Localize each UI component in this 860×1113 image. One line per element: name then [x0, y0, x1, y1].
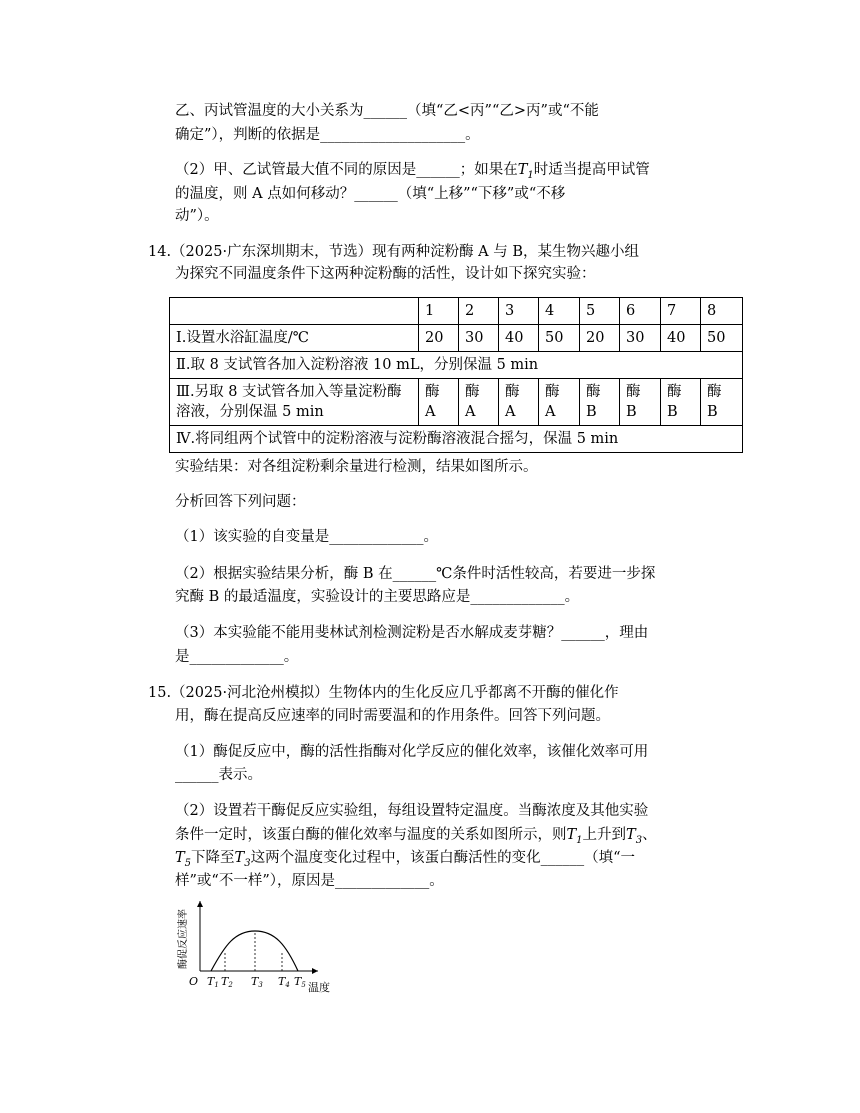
- table-cell: 酶 A: [539, 379, 580, 426]
- x-tick-label-T1: T1: [207, 975, 219, 989]
- table-row-temperature: [170, 325, 743, 352]
- table-cell: 40: [661, 325, 701, 352]
- table-cell: 30: [459, 325, 499, 352]
- table-header-row: [170, 298, 743, 325]
- q14-sub3-line1: （3）本实验能不能用斐林试剂检测淀粉是否水解成麦芽糖？______，理由: [175, 625, 649, 641]
- q15-sub2-line2: 条件一定时，该蛋白酶的催化效率与温度的关系如图所示，则$T_1$上升到$T_3$、: [175, 827, 657, 846]
- q15-sub1-line1: （1）酶促反应中，酶的活性指酶对化学反应的催化效率，该催化效率可用: [175, 744, 649, 760]
- q13-line1: 乙、丙试管温度的大小关系为______（填“乙<丙”“乙>丙”或“不能: [175, 103, 599, 119]
- q14-sub2-line2: 究酶 B 的最适温度，实验设计的主要思路应是_____________。: [175, 589, 580, 605]
- table-row-enzyme: [170, 379, 743, 426]
- table-cell: 20: [419, 325, 459, 352]
- table-cell: 7: [661, 298, 701, 325]
- x-tick-label-T4: T4: [278, 975, 290, 989]
- table-cell: 4: [539, 298, 580, 325]
- table-cell: 50: [701, 325, 743, 352]
- origin-label: O: [189, 975, 199, 988]
- table-cell: Ⅳ.将同组两个试管中的淀粉溶液与淀粉酶溶液混合摇匀，保温 5 min: [170, 426, 743, 453]
- table-cell: 30: [620, 325, 661, 352]
- x-tick-label-T5: T5: [294, 975, 306, 989]
- table-cell: 20: [580, 325, 620, 352]
- q14-sub2-line1: （2）根据实验结果分析，酶 B 在______℃条件时活性较高，若要进一步探: [175, 566, 656, 582]
- table-cell: 50: [539, 325, 580, 352]
- q15-sub2-line4: 样”或“不一样”），原因是_____________。: [175, 873, 444, 889]
- q14-sub1: （1）该实验的自变量是_____________。: [175, 529, 438, 545]
- q14-analyze: 分析回答下列问题：: [175, 494, 306, 510]
- q14-sub3-line2: 是_____________。: [175, 649, 299, 665]
- x-tick-label-T2: T2: [221, 975, 233, 989]
- table-cell: 酶 A: [419, 379, 459, 426]
- table-cell: 2: [459, 298, 499, 325]
- enzyme-rate-chart: [170, 893, 350, 1003]
- q15-sub2-line1: （2）设置若干酶促反应实验组，每组设置特定温度。当酶浓度及其他实验: [175, 803, 649, 819]
- q13-part2-T-sub: 1: [527, 169, 534, 181]
- q13-line2: 确定”），判断的依据是____________________。: [175, 127, 480, 143]
- table-cell: Ⅰ.设置水浴缸温度/℃: [170, 325, 419, 352]
- table-cell: 6: [620, 298, 661, 325]
- q13-part2-line1: [175, 160, 650, 186]
- table-cell: Ⅱ.取 8 支试管各加入淀粉溶液 10 mL，分别保温 5 min: [170, 352, 743, 379]
- table-cell: 8: [701, 298, 743, 325]
- q13-part2-line3: 动”）。: [175, 208, 219, 224]
- y-axis-label: 酶促反应速率: [178, 909, 189, 969]
- table-cell: 酶 B: [661, 379, 701, 426]
- experiment-table: [169, 297, 743, 453]
- q13-part2-T: T: [517, 162, 528, 178]
- table-cell: 酶 A: [499, 379, 539, 426]
- x-axis-arrow: [312, 968, 318, 974]
- q14-line1: 14.（2025·广东深圳期末，节选）现有两种淀粉酶 A 与 B，某生物兴趣小组: [148, 244, 640, 260]
- q13-part2-line2: 的温度，则 A 点如何移动？______（填“上移”“下移”或“不移: [175, 186, 566, 202]
- q15-line2: 用，酶在提高反应速率的同时需要温和的作用条件。回答下列问题。: [175, 708, 610, 724]
- table-cell: 40: [499, 325, 539, 352]
- y-axis-arrow: [197, 901, 203, 907]
- table-cell: 5: [580, 298, 620, 325]
- table-cell: 1: [419, 298, 459, 325]
- table-row-starch: [170, 352, 743, 379]
- q14-result: 实验结果：对各组淀粉剩余量进行检测，结果如图所示。: [175, 459, 538, 475]
- table-cell: Ⅲ.另取 8 支试管各加入等量淀粉酶溶液，分别保温 5 min: [170, 379, 419, 426]
- table-cell: 酶 A: [459, 379, 499, 426]
- q15-sub2-line3: $T_5$下降至$T_3$这两个温度变化过程中，该蛋白酶活性的变化______（填“一: [175, 850, 636, 869]
- table-cell: 酶 B: [580, 379, 620, 426]
- table-cell: 酶 B: [620, 379, 661, 426]
- q15-sub1-line2: ______表示。: [175, 767, 262, 783]
- series-curve: [211, 931, 298, 971]
- q13-part2-text-b: 时适当提高甲试管: [533, 162, 650, 178]
- q13-part2-text-a: （2）甲、乙试管最大值不同的原因是______；如果在: [175, 162, 518, 178]
- table-cell: 酶 B: [701, 379, 743, 426]
- q15-line1: 15.（2025·河北沧州模拟）生物体内的生化反应几乎都离不开酶的催化作: [148, 685, 619, 701]
- table-cell: [170, 298, 419, 325]
- table-row-mix: [170, 426, 743, 453]
- x-tick-label-T3: T3: [251, 975, 263, 989]
- table-cell: 3: [499, 298, 539, 325]
- x-axis-label: 温度: [308, 981, 330, 994]
- q14-line2: 为探究不同温度条件下这两种淀粉酶的活性，设计如下探究实验：: [175, 266, 596, 282]
